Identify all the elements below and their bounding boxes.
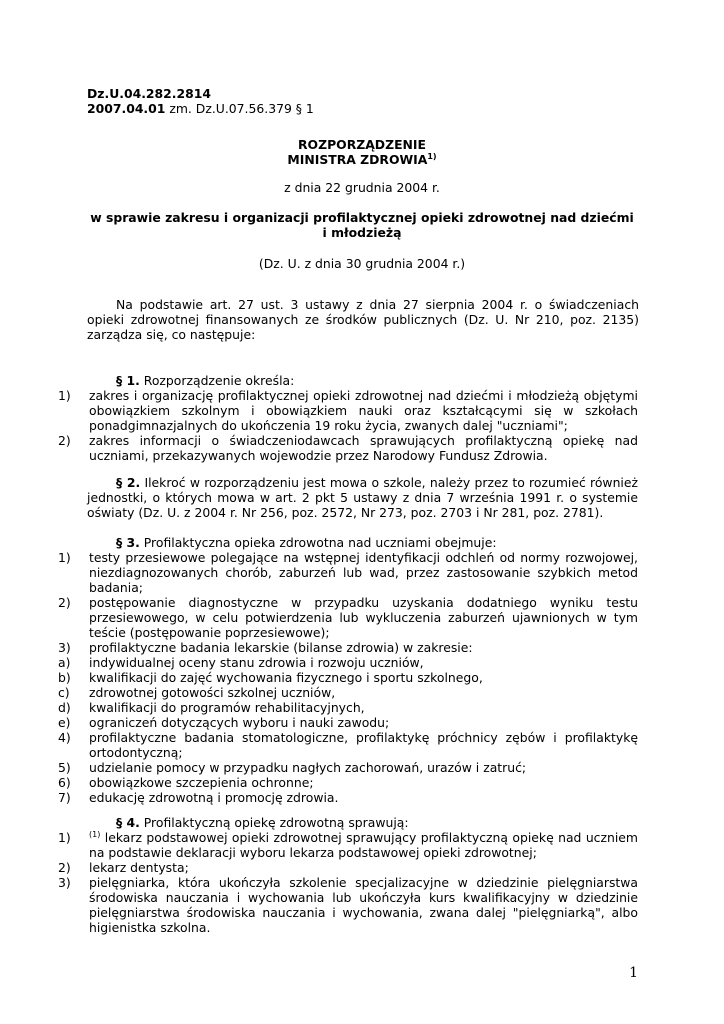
- section-3-list-item: [58, 595, 638, 640]
- item-number: 3): [58, 875, 71, 890]
- section-4-label: § 4.: [116, 815, 140, 830]
- amendment-text: zm. Dz.U.07.56.379 § 1: [169, 101, 314, 116]
- section-1-label: § 1.: [116, 373, 140, 388]
- amendment-line: [87, 101, 647, 116]
- item-number: 1): [58, 388, 71, 403]
- item-number: c): [58, 685, 70, 700]
- item-text: obowiązkowe szczepienia ochronne;: [89, 775, 314, 790]
- section-4-list-item: [58, 875, 638, 935]
- item-number: 7): [58, 790, 71, 805]
- section-3-list-item: [58, 670, 638, 685]
- item-text: edukację zdrowotną i promocję zdrowia.: [89, 790, 339, 805]
- item-text: lekarz podstawowej opieki zdrowotnej sprawujący profilaktyczną opiekę nad uczniem na podstawie deklaracji wyboru lekarza podstawowej opieki zdrowotnej;: [89, 830, 638, 860]
- item-number: b): [58, 670, 71, 685]
- page-number: 1: [629, 965, 638, 981]
- section-3-label: § 3.: [116, 535, 140, 550]
- title-footnote: 1): [427, 151, 437, 161]
- section-3-list-item: [58, 685, 638, 700]
- item-number: 2): [58, 433, 71, 448]
- section-3-list-item: [58, 760, 638, 775]
- item-text: udzielanie pomocy w przypadku nagłych zachorowań, urazów i zatruć;: [89, 760, 527, 775]
- section-2-label: § 2.: [116, 475, 141, 490]
- section-1-list-item: [58, 388, 638, 433]
- section-4-heading: § 4. Profilaktyczną opiekę zdrowotną sprawują:: [116, 815, 409, 830]
- item-footnote: (1): [89, 829, 101, 839]
- title-line-2: MINISTRA ZDROWIA$^{1)}$: [287, 151, 437, 167]
- section-3-list-item: [58, 715, 638, 730]
- publication-note: (Dz. U. z dnia 30 grudnia 2004 r.): [258, 256, 466, 271]
- item-text: profilaktyczne badania lekarskie (bilanse zdrowia) w zakresie:: [89, 640, 473, 655]
- item-text: ograniczeń dotyczących wyboru i nauki zawodu;: [89, 715, 390, 730]
- document-title: [87, 137, 637, 167]
- section-3-list-item: [58, 550, 638, 595]
- item-text: testy przesiewowe polegające na wstępnej identyfikacji odchleń od normy rozwojowej, niezdiagnozowanych chorób, zaburzeń lub wad, przez zastosowanie szybkich metod badania;: [89, 550, 638, 595]
- item-number: 6): [58, 775, 71, 790]
- item-number: 2): [58, 595, 71, 610]
- item-text: kwalifikacji do programów rehabilitacyjnych,: [89, 700, 365, 715]
- section-4-list: [58, 830, 638, 935]
- item-number: 2): [58, 860, 71, 875]
- item-number: 5): [58, 760, 71, 775]
- section-3-heading: § 3. Profilaktyczna opieka zdrowotna nad uczniami obejmuje:: [116, 535, 497, 550]
- item-text: zdrowotnej gotowości szkolnej uczniów,: [89, 685, 336, 700]
- item-text: zakres informacji o świadczeniodawcach sprawujących profilaktyczną opiekę nad uczniami, przekazywanych wojewodzie przez Narodowy Fundusz Zdrowia.: [89, 433, 638, 463]
- item-text: lekarz dentysta;: [89, 860, 189, 875]
- item-text: profilaktyczne badania stomatologiczne, profilaktykę próchnicy zębów i profilaktykę ortodontyczną;: [89, 730, 638, 760]
- section-3-list-item: [58, 730, 638, 760]
- section-4-list-item: [58, 830, 638, 860]
- amendment-date: 2007.04.01: [87, 101, 166, 116]
- section-3-list-item: [58, 640, 638, 655]
- item-text: zakres i organizację profilaktycznej opieki zdrowotnej nad dziećmi i młodzieżą objętymi obowiązkiem szkolnym i obowiązkiem nauki oraz kształcącymi się w szkołach ponadgimnazjalnych do ukończenia 19 roku życia, zwanych dalej "uczniami";: [89, 388, 638, 433]
- item-number: d): [58, 700, 71, 715]
- section-1-list-item: [58, 433, 638, 463]
- item-text: postępowanie diagnostyczne w przypadku uzyskania dodatniego wyniku testu przesiewowego, w celu potwierdzenia lub wykluczenia zaburzeń ujawnionych w tym teście (postępowanie poprzesiewowe);: [89, 595, 638, 640]
- section-3-list-item: [58, 790, 638, 805]
- title-line-1: ROZPORZĄDZENIE: [298, 137, 426, 152]
- section-1: [58, 373, 638, 463]
- item-number: 1): [58, 550, 71, 565]
- item-text: kwalifikacji do zajęć wychowania fizycznego i sportu szkolnego,: [89, 670, 483, 685]
- document-header: [87, 86, 647, 116]
- item-text: indywidualnej oceny stanu zdrowia i rozwoju uczniów,: [89, 655, 424, 670]
- section-3-list-item: [58, 775, 638, 790]
- item-number: 4): [58, 730, 71, 745]
- item-number: a): [58, 655, 71, 670]
- document-date: z dnia 22 grudnia 2004 r.: [284, 180, 440, 195]
- item-number: e): [58, 715, 71, 730]
- item-number: 1): [58, 830, 71, 845]
- section-3-list: [58, 550, 638, 805]
- item-number: 3): [58, 640, 71, 655]
- preamble: Na podstawie art. 27 ust. 3 ustawy z dnia 27 sierpnia 2004 r. o świadczeniach opieki zdrowotnej finansowanych ze środków publicznych (Dz. U. Nr 210, poz. 2135) zarządza się, co następuje:: [87, 297, 639, 342]
- section-4: [58, 815, 638, 935]
- document-subject: w sprawie zakresu i organizacji profilaktycznej opieki zdrowotnej nad dziećmi i młodzieżą: [90, 210, 634, 240]
- section-4-list-item: [58, 860, 638, 875]
- section-3-list-item: [58, 655, 638, 670]
- item-text: pielęgniarka, która ukończyła szkolenie specjalizacyjne w dziedzinie pielęgniarstwa środowiska nauczania i wychowania lub ukończyła kurs kwalifikacyjny w dziedzinie pielęgniarstwa środowiska nauczania i wychowania, zwana dalej "pielęgniarką", albo higienistka szkolna.: [89, 875, 638, 935]
- section-3-list-item: [58, 700, 638, 715]
- section-3: [58, 535, 638, 805]
- section-1-list: [58, 388, 638, 463]
- section-1-heading: § 1. Rozporządzenie określa:: [116, 373, 295, 388]
- section-2-text: § 2. Ilekroć w rozporządzeniu jest mowa o szkole, należy przez to rozumieć również jednostki, o których mowa w art. 2 pkt 5 ustawy z dnia 7 września 1991 r. o systemie oświaty (Dz. U. z 2004 r. Nr 256, poz. 2572, Nr 273, poz. 2703 i Nr 281, poz. 2781).: [87, 475, 638, 520]
- journal-reference: Dz.U.04.282.2814: [87, 86, 211, 101]
- section-2: [58, 475, 638, 520]
